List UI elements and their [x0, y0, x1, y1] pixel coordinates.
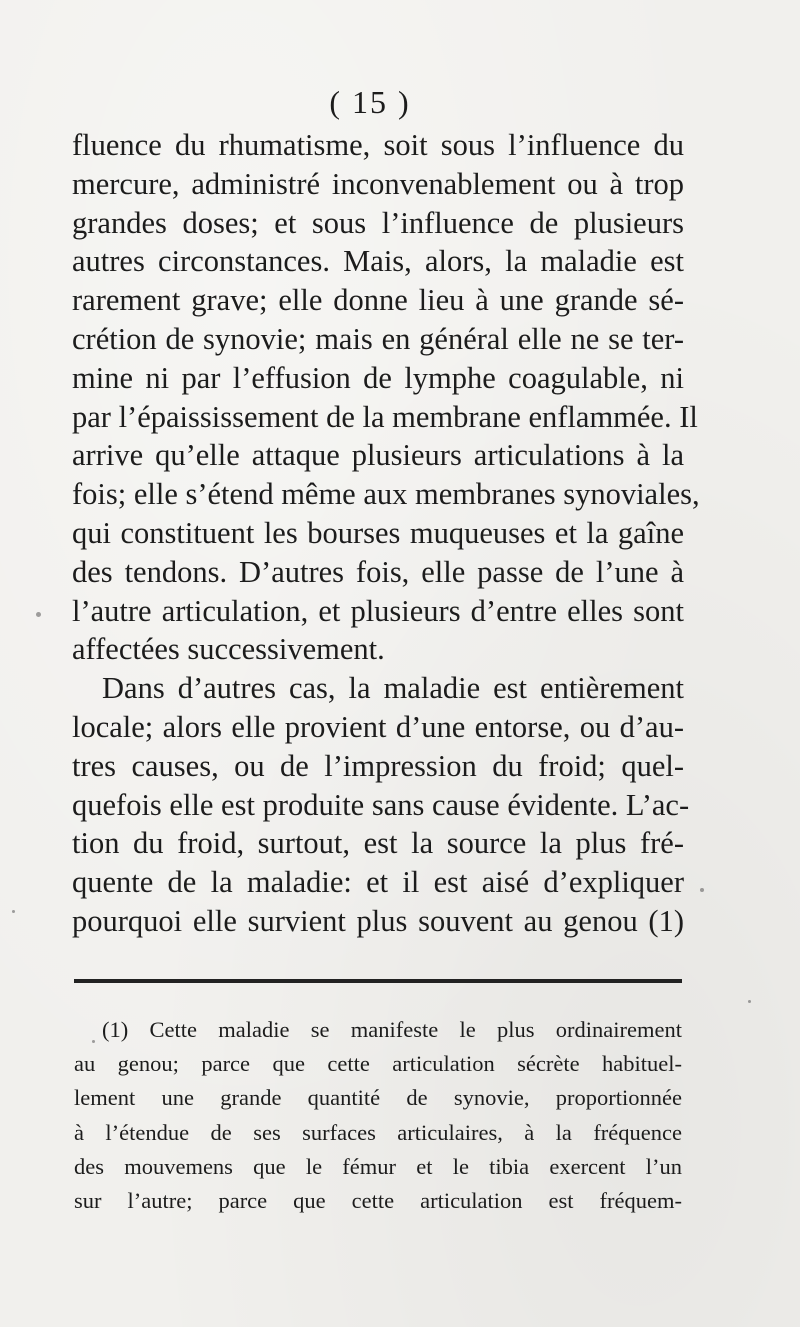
text-line: quente de la maladie: et il est aisé d’expliquer [72, 865, 684, 900]
text-line: mercure, administré inconvenablement ou à trop [72, 166, 684, 201]
text-line: mine ni par l’effusion de lymphe coagulable, ni [72, 360, 684, 395]
footnote-line: sur l’autre; parce que cette articulation est fréquem- [74, 1187, 682, 1213]
text-line: arrive qu’elle attaque plusieurs articulations à la [72, 438, 684, 473]
footnote-line: des mouvemens que le fémur et le tibia exercent l’un [74, 1153, 682, 1179]
footnote-line: au genou; parce que cette articulation sécrète habituel- [74, 1051, 682, 1077]
text-line: rarement grave; elle donne lieu à une grande sé- [72, 283, 684, 318]
page-number: ( 15 ) [329, 84, 411, 120]
main-text [72, 126, 700, 941]
text-line: l’autre articulation, et plusieurs d’entre elles sont [72, 593, 684, 628]
text-line: fluence du rhumatisme, soit sous l’influence du [72, 128, 684, 162]
text-line: autres circonstances. Mais, alors, la maladie est [72, 244, 684, 279]
scan-speck [748, 1000, 751, 1003]
text-line: locale; alors elle provient d’une entorse, ou d’au- [72, 709, 684, 744]
text-line: affectées successivement. [72, 632, 385, 667]
text-line: pourquoi elle survient plus souvent au genou (1) [72, 903, 684, 938]
scan-speck [12, 910, 15, 913]
text-line: quefois elle est produite sans cause évidente. L’ac- [72, 787, 690, 822]
text-line: tion du froid, surtout, est la source la plus fré- [72, 826, 684, 861]
scan-speck [700, 888, 704, 892]
scan-speck [92, 1040, 95, 1043]
footnote-line: à l’étendue de ses surfaces articulaires, à la fréquence [74, 1119, 682, 1145]
footnote-line: lement une grande quantité de synovie, proportionnée [74, 1085, 682, 1111]
footnote-line: (1) Cette maladie se manifeste le plus ordinairement [102, 1017, 682, 1042]
text-line: crétion de synovie; mais en général elle ne se ter- [72, 321, 684, 356]
text-line: tres causes, ou de l’impression du froid; quel- [72, 748, 684, 783]
text-line: fois; elle s’étend même aux membranes synoviales, [72, 477, 700, 512]
scan-speck [36, 612, 41, 617]
text-line: qui constituent les bourses muqueuses et la gaîne [72, 515, 684, 550]
text-line: Dans d’autres cas, la maladie est entièrement [102, 671, 684, 706]
text-line: par l’épaississement de la membrane enflammée. Il [72, 399, 698, 434]
text-line: grandes doses; et sous l’influence de plusieurs [72, 205, 684, 240]
footnote [74, 1013, 682, 1218]
text-line: des tendons. D’autres fois, elle passe de l’une à [72, 554, 684, 589]
footnote-rule [74, 979, 682, 983]
